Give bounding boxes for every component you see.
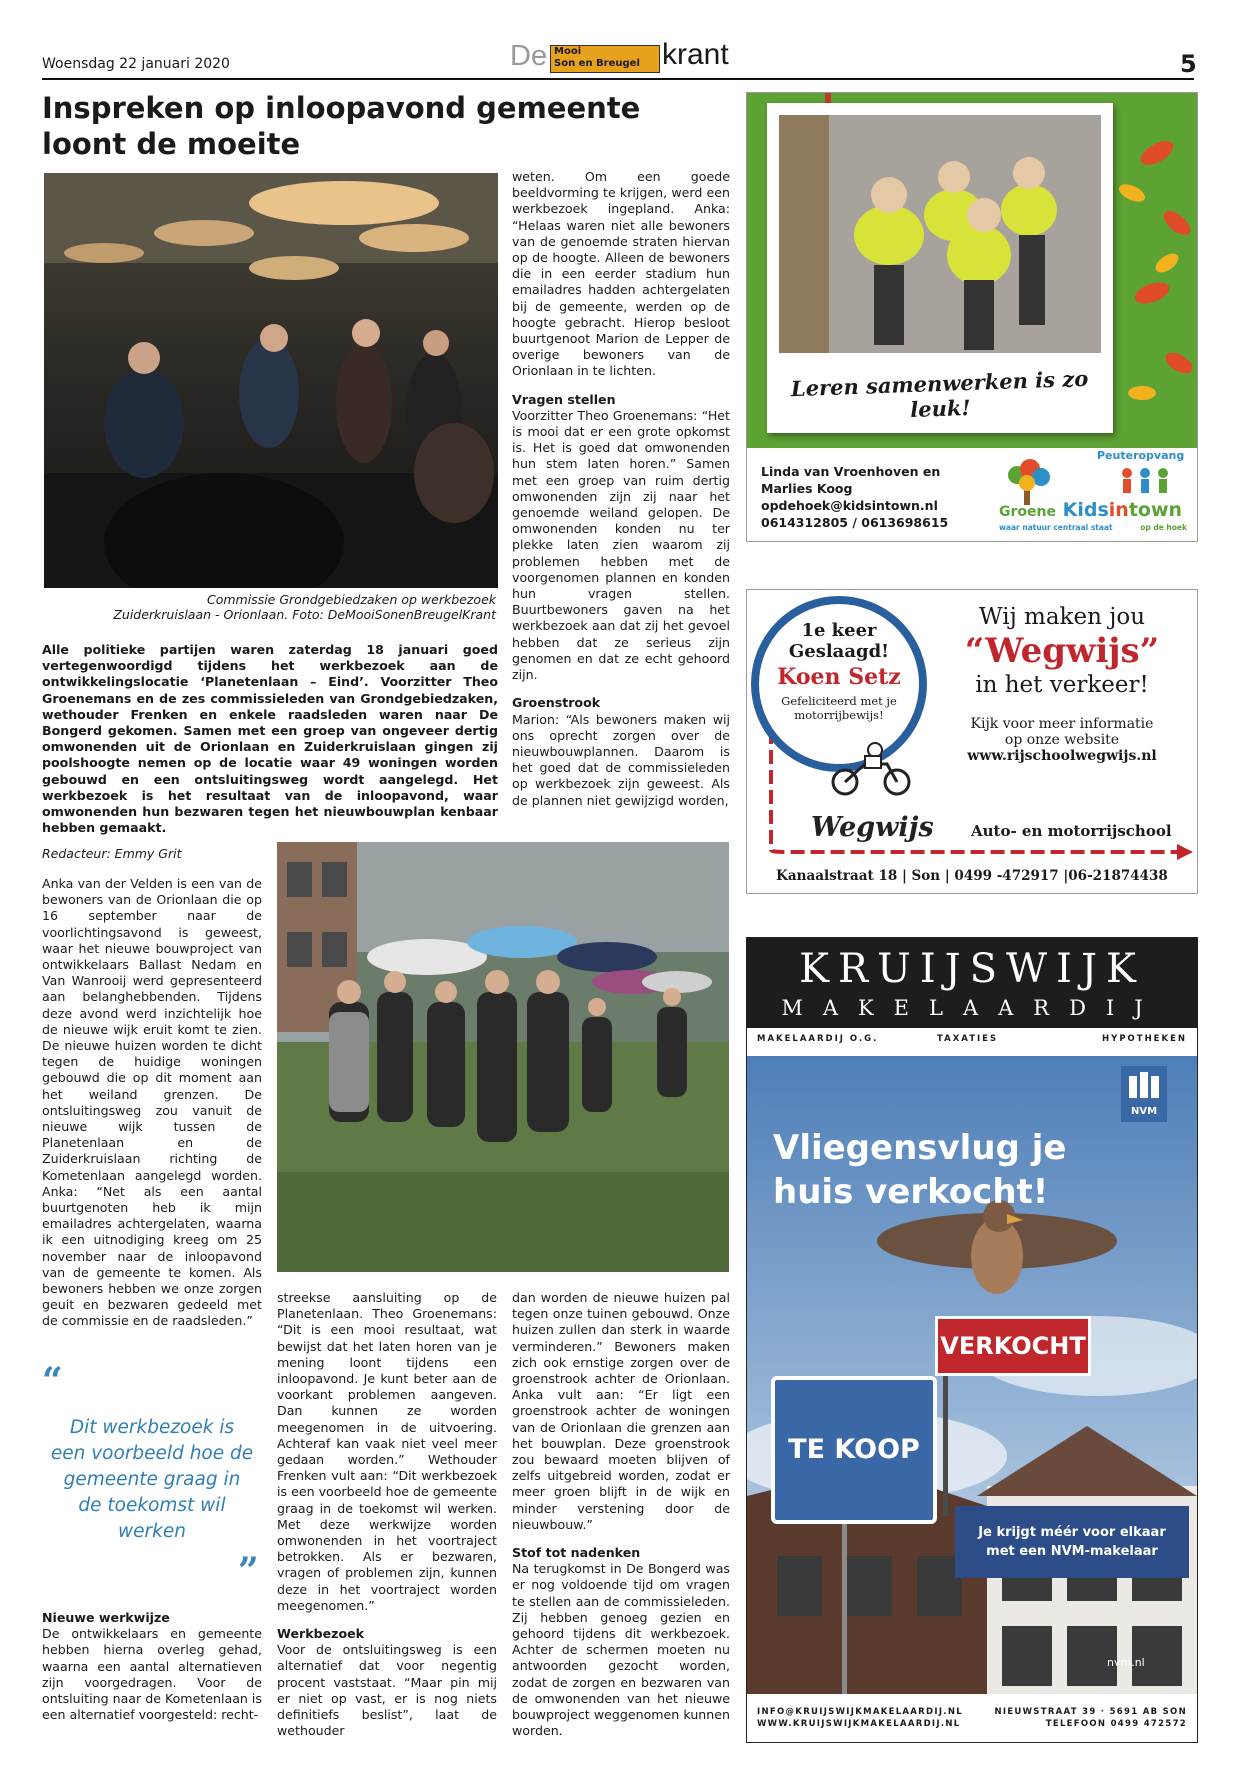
school-type: Auto- en motorrijschool [971,822,1172,840]
article-lead: Alle politieke partijen waren zaterdag 18 januari goed vertegenwoordigd tijdens het werkbezoek aan de ontwikkelingslocatie ‘Planetenlaan – Eind’. Voorzitter Theo Groenemans en de zes commissieleden van Grondgebiedzaken, wethouder Frenken en enkele raadsleden waren naar De Bongerd gekomen. Samen met een groep van ongeveer dertig omwonenden uit de Orionlaan en Zuiderkruislaan gingen zij poolshoogte nemen op de locatie waar 49 woningen worden gebouwd en een ontsluitingsweg wordt aangelegd. Het werkbezoek is het resultaat van de inloopavond, waar omwonenden hun bezwaren tegen het nieuwbouwplan kenbaar hebben gemaakt. [42,642,498,836]
subhead-vragen: Vragen stellen [512,391,616,407]
ad-kidsintown[interactable] [746,92,1198,542]
nvm-url[interactable]: nvm.nl [1107,1656,1145,1669]
logo-peuteropvang: Peuteropvang [1097,449,1185,462]
info-line2: op onze website [1004,732,1120,748]
headline-line2: “Wegwijs” [964,631,1160,671]
services-row [757,1034,1187,1044]
page-number: 5 [1180,50,1197,78]
masthead-line2: Son en Breugel [554,58,640,69]
masthead-line1: Mooi [554,46,582,57]
werkbezoek-text: Voor de ontsluitingsweg is een alternatief dat voor negentig procent vaststaat. “Maar pin mij er niet op vast, er is nog niets definitiefs beslist”, laat de wethouder [277,1642,497,1739]
stof-text: Na terugkomst in De Bongerd was er nog voldoende tijd om vragen te stellen aan de commissieleden. Zij hebben genoeg gezien en gehoord tijdens dit werkbezoek. Achter de schermen moeten nu antwoorden gezocht worden, zodat de zorgen en bezwaren van de omwonenden van het nieuwe bouwproject weggenomen kunnen worden. [512,1561,730,1739]
service-hypotheken: HYPOTHEKEN [1102,1034,1187,1044]
subhead-nieuwe-werkwijze: Nieuwe werkwijze [42,1610,170,1625]
article-col1-bottom [42,1610,262,1723]
logo-kids: Kids [1062,499,1109,521]
service-taxaties: TAXATIES [937,1034,999,1044]
logo-sub1: waar natuur [999,523,1051,532]
masthead-box [550,45,660,73]
article-col1: Anka van der Velden is een van de bewoners van de Orionlaan die op 16 september naar de voorlichtingsavond is geweest, waar het nieuwe bouwproject van ontwikkelaars Ballast Nedam en Van Wanrooij werd gepresenteerd aan belanghebbenden. Tijdens deze avond werd inzichtelijk hoe de nieuwe wijk eruit komt te zien. De nieuwe huizen worden te dicht tegen de huidige woningen gebouwd die op dit moment aan het weiland grenzen. De ontsluitingsweg zou vanuit de nieuwe wijk tussen de Planetenlaan en de Zuiderkruislaan richting de Kometenlaan aangelegd worden. Anka: “Net als een aantal buurtgenoten heb ik mijn emailadres achtergelaten, waarna ik een uitnodiging kreeg om 25 november naar de inloopavond van de gemeente te komen. Als bewoners hebben we onze zorgen geuit en bezwaren gedeeld met de commissie en de raadsleden.” [42,876,262,1329]
promo-line1: Je krijgt méér voor elkaar [978,1525,1166,1540]
footer-phone: TELEFOON 0499 472572 [1045,1719,1187,1729]
ad-kruijswijk[interactable] [746,937,1198,1743]
te-koop-sign: TE KOOP [771,1376,937,1524]
pull-quote-open: “ [42,1360,63,1402]
logo-sub2: centraal staat [1053,523,1113,532]
badge-line3: Gefeliciteerd met je [781,694,897,708]
contact-phone: 0614312805 / 0613698615 [761,515,949,530]
article-col2-bottom [277,1290,497,1739]
kruijswijk-footer [747,1694,1197,1742]
article-title: Inspreken op inloopavond gemeente loont de moeite [42,91,641,161]
nieuwe-werkwijze-text: De ontwikkelaars en gemeente hebben hierna overleg gehad, waarna een aantal alternatieven zijn voorgedragen. Voor de ontsluiting naar de Kometenlaan is een alternatief voorgesteld: recht- [42,1626,262,1723]
nvm-headline-line1: Vliegensvlug je [773,1128,1067,1168]
kruijswijk-name: KRUIJSWIJK [799,946,1145,992]
article-col3-top [512,169,730,809]
badge-line1: 1e keer [801,620,877,641]
vragen-text: Voorzitter Theo Groenemans: “Het is mooi dat er een grote opkomst is. Het is goed dat omwonenden hun stem laten horen.” Samen met een groep van ruim dertig omwonenden zijn zij naar het genoemde weiland gelopen. De omwonenden konden nu ter plekke laten zien waarom zij problemen hebben met de voorgenomen plannen en konden hun vragen stellen. Buurtbewoners gaven na het werkbezoek aan dat zij het gevoel hebben dat ze serieus zijn genomen en dat ze echt gehoord zijn. [512,407,730,683]
badge-line4: motorrijbewijs! [794,708,884,722]
wegwijs-logo: Wegwijs [811,812,934,843]
logo-in: in [1108,499,1129,521]
ad-contact [761,463,948,531]
kids-figures-icon [1117,465,1173,495]
groenstrook-text: Marion: “Als bewoners maken wij ons oprecht zorgen over de nieuwbouwplannen. Daarom is het goed dat de commissieleden op werkbezoek zijn geweest. Als de plannen niet gewijzigd worden, [512,711,730,808]
contact-name-line1: Linda van Vroenhoven en [761,464,941,479]
col2-bottom-text: streekse aansluiting op de Planetenlaan. Theo Groenemans: “Dit is een mooi resultaat, wat bewijst dat het laten horen van je mening loont tijdens een inloopavond. Je kunt beter aan de voorkant problemen aangeven. Dan kunnen ze worden meegenomen in de uitvoering. Achteraf kan vaak niet veel meer gedaan worden.” Wethouder Frenken vult aan: “Dit werkbezoek is een voorbeeld hoe de gemeente graag in de toekomst wil werken. Met deze werkwijze worden omwonenden in het voortraject betrokken. Als er bezwaren, vragen of problemen zijn, kunnen deze in het voortraject worden meegenomen.” [277,1290,497,1613]
issue-date: Woensdag 22 januari 2020 [42,56,230,72]
pull-quote: Dit werkbezoek is een voorbeeld hoe de gemeente graag in de toekomst wil werken [50,1417,254,1542]
photo1-caption [44,592,496,622]
photo1-caption-line1: Commissie Grondgebiedzaken op werkbezoek [206,592,496,607]
kruijswijk-sub: MAKELAARDIJ [781,996,1163,1020]
footer-address: NIEUWSTRAAT 39 · 5691 AB SON [994,1707,1187,1717]
subhead-groenstrook: Groenstrook [512,695,601,711]
logo-wordmark [999,499,1182,521]
nvm-headline [773,1126,1066,1214]
photo1-caption-line2: Zuiderkruislaan - Orionlaan. Foto: DeMooiSonenBreugelKrant [113,607,496,622]
subhead-stof: Stof tot nadenken [512,1545,641,1561]
footer-email[interactable]: INFO@KRUIJSWIJKMAKELAARDIJ.NL [757,1707,963,1717]
verkocht-sign: VERKOCHT [935,1316,1091,1376]
footer-web[interactable]: WWW.KRUIJSWIJKMAKELAARDIJ.NL [757,1719,961,1729]
motorcycle-icon [827,740,917,796]
masthead-de: De [510,40,548,72]
contact-name-line2: Marlies Koog [761,481,853,496]
badge-line2: Geslaagd! [788,641,890,662]
footer-left [757,1706,963,1730]
footer-right [994,1706,1187,1730]
ad-wegwijs[interactable] [746,589,1198,894]
pull-quote-close: ” [238,1550,259,1592]
service-makelaardij: MAKELAARDIJ O.G. [757,1034,879,1044]
headline-line1: Wij maken jou [978,604,1146,630]
ad-headline [932,604,1192,764]
kidsintown-logo [997,449,1187,537]
ad-address: Kanaalstraat 18 | Son | 0499 -472917 |06-21874438 [776,868,1168,884]
children-photo [779,115,1101,353]
meeting-photo [44,173,498,588]
nvm-headline-line2: huis verkocht! [773,1172,1049,1212]
article-col3-bottom [512,1290,730,1739]
logo-sub3: op de hoek [1140,523,1187,532]
col3-bottom-text: dan worden de nieuwe huizen pal tegen onze tuinen gebouwd. Onze huizen zullen dan sterk in waarde verminderen.” Bewoners maken zich ook ernstige zorgen over de groenstrook achter de Orionlaan. Anka vult aan: “Er ligt een groenstrook achter de woningen van de Orionlaan die grenzen aan het bouwplan. Deze groenstrook zou bewaard moeten blijven of zelfs uitgebreid worden, zodat er meer groen blijft in de wijk en minder verstening door de nieuwbouw.” [512,1290,730,1532]
editor-credit: Redacteur: Emmy Grit [42,846,182,861]
ad-website[interactable]: www.rijschoolwegwijs.nl [967,748,1157,764]
kruijswijk-header [747,938,1197,1028]
field-visit-photo [277,842,729,1272]
nvm-visual [747,1056,1197,1694]
promo-line2: met een NVM-makelaar [986,1544,1158,1559]
ad-polaroid [767,103,1113,433]
contact-email[interactable]: opdehoek@kidsintown.nl [761,498,938,513]
col3-top-text: weten. Om een goede beeldvorming te krijgen, werd een werkbezoek ingepland. Anka: “Helaas waren niet alle bewoners van de genoemde straten hiervan op de hoogte. Alleen de bewoners die in een eerder stadium hun emailadres hadden achtergelaten bij de gemeente, werden op de hoogte gebracht. Hierop besloot buurtgenoot Marion de Lepper de overige bewoners van de Orionlaan in te lichten. [512,169,730,379]
logo-groene: Groene [999,504,1056,520]
badge-name: Koen Setz [777,664,901,690]
header-rule [42,78,1194,80]
masthead-logo [510,38,736,74]
logo-town: town [1128,499,1183,521]
ad-slogan: Leren samenwerken is zo leuk! [790,365,1089,423]
logo-subline [999,523,1187,532]
headline-line3: in het verkeer! [975,672,1149,698]
nvm-promo [955,1506,1189,1578]
masthead-krant: krant [662,38,729,71]
subhead-werkbezoek: Werkbezoek [277,1626,365,1642]
nvm-label: NVM [1130,1106,1158,1117]
info-line1: Kijk voor meer informatie [970,716,1154,732]
